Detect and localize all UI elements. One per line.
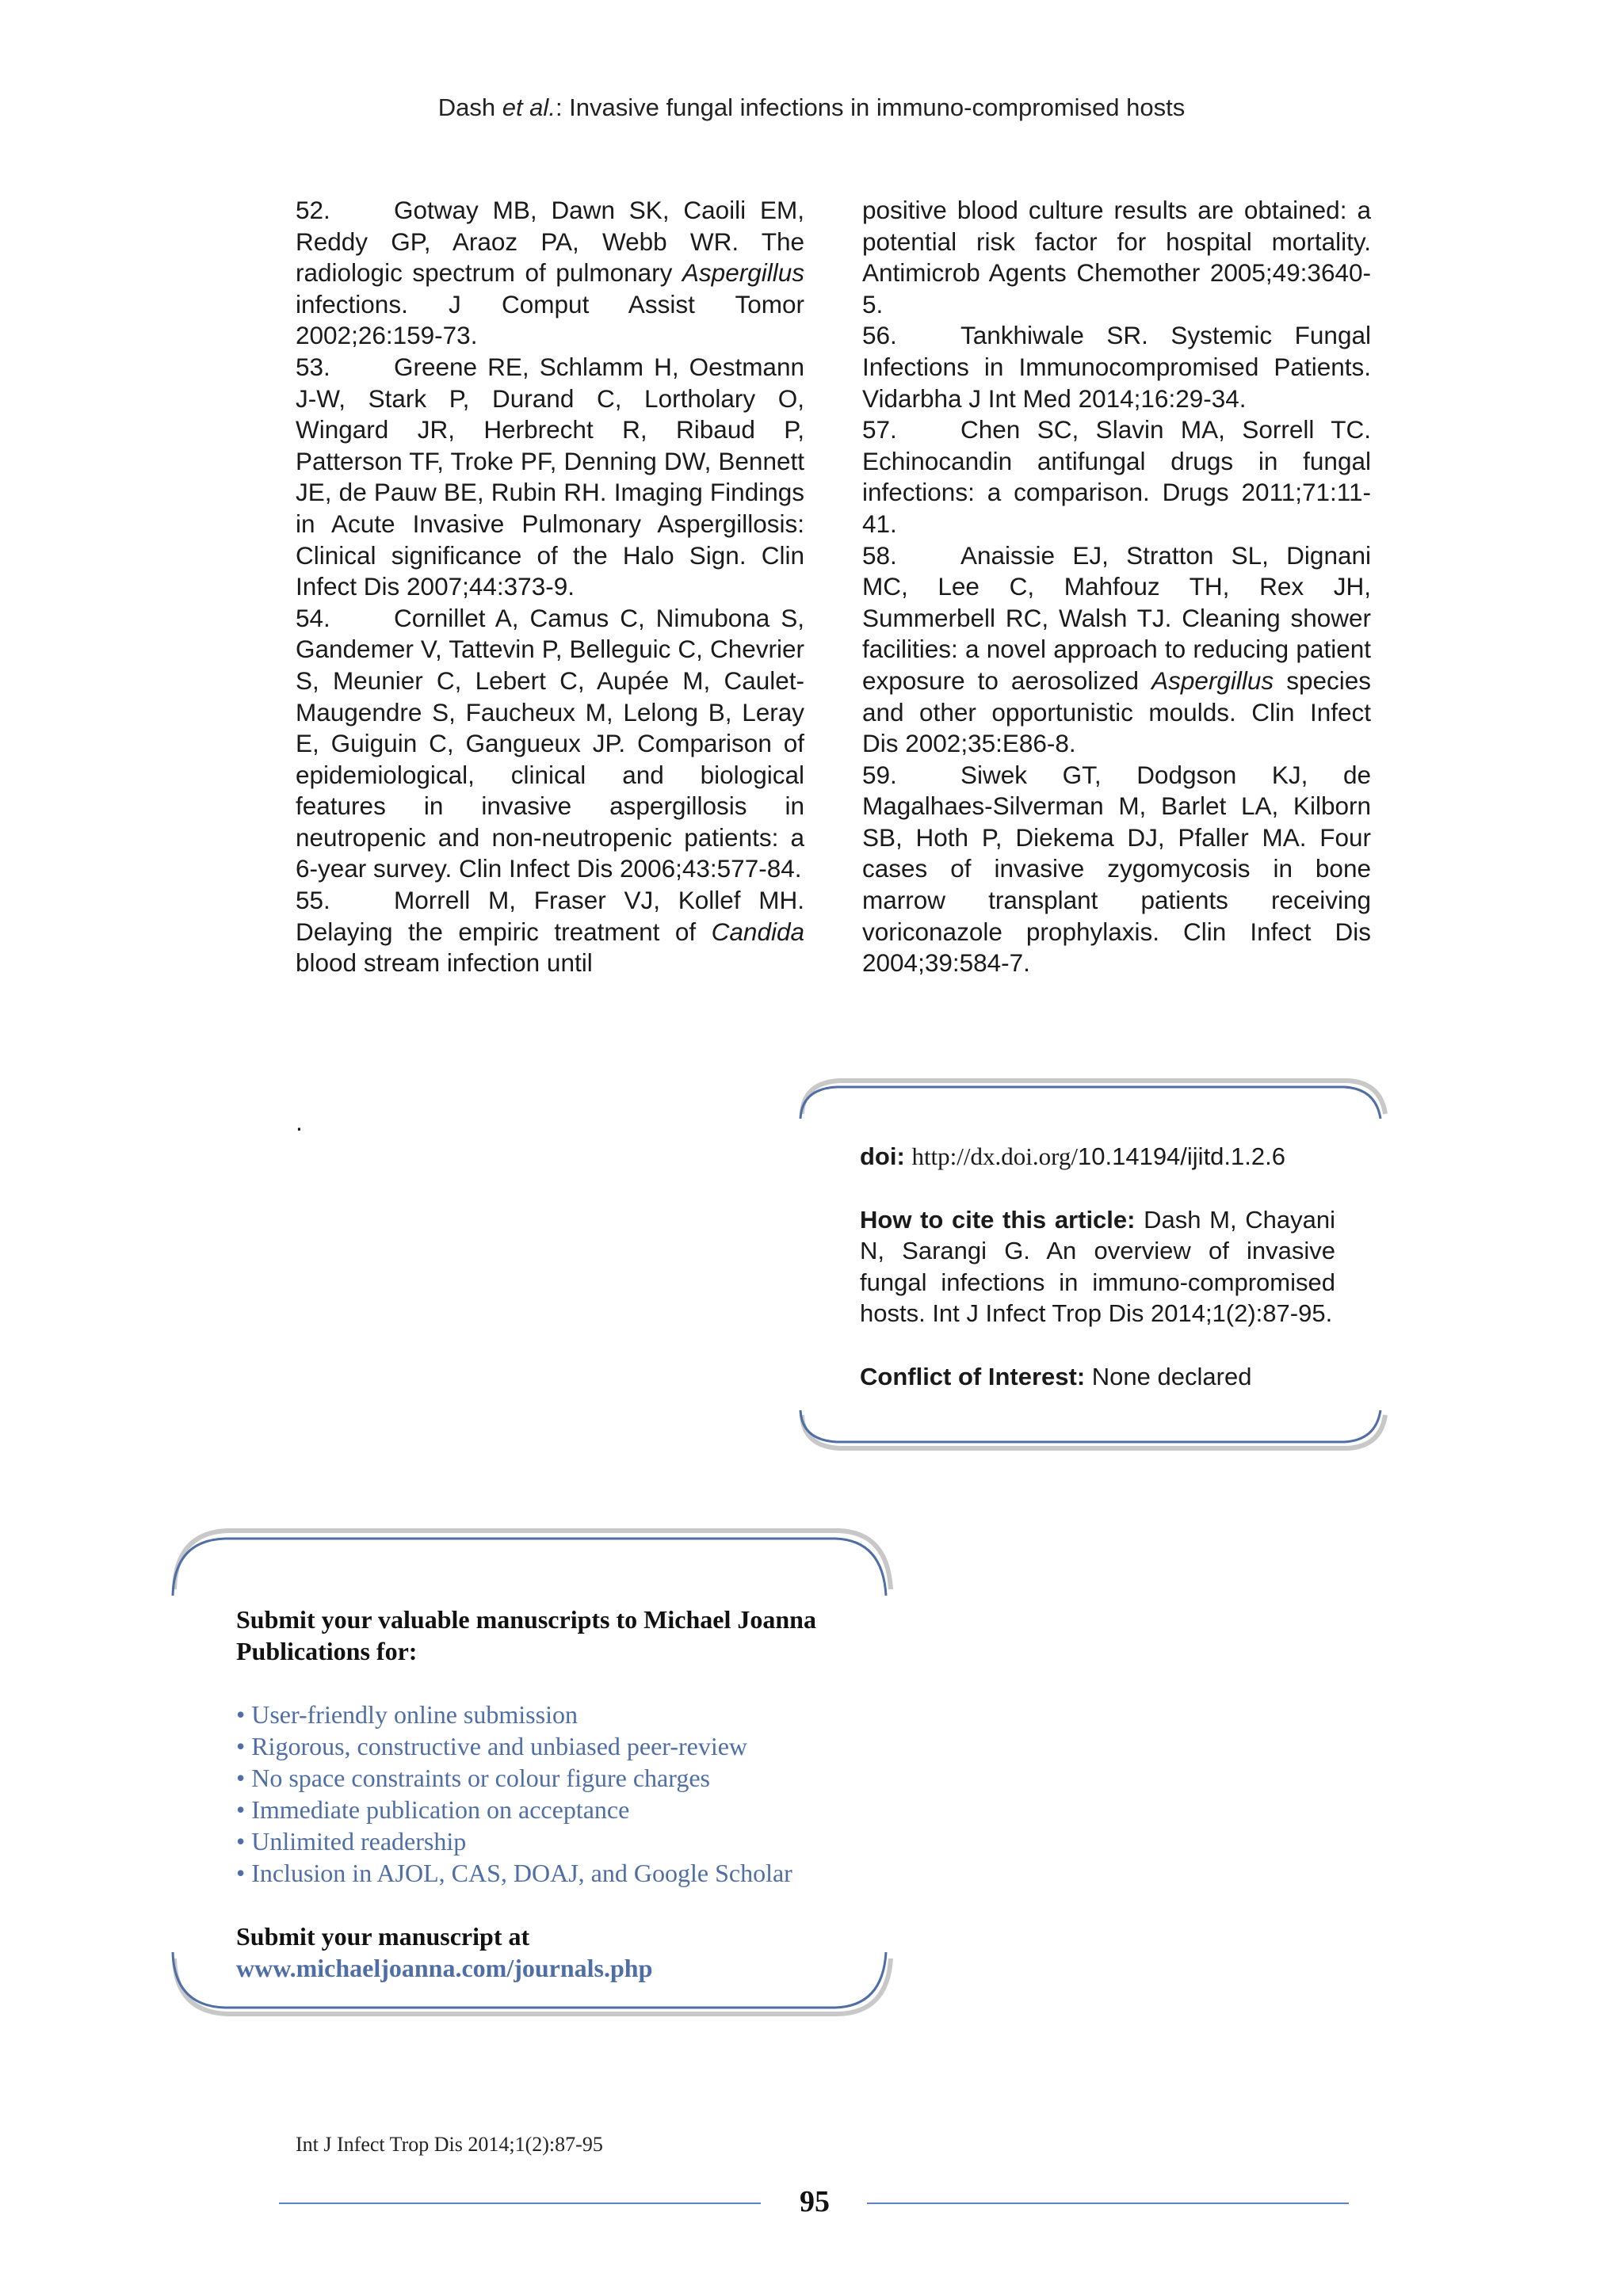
promo-heading: Submit your valuable manuscripts to Michael Joanna Publications for: [236, 1605, 816, 1665]
doi-line [860, 1141, 1335, 1173]
reference-text: Greene RE, Schlamm H, Oestmann J-W, Stark P, Durand C, Lortholary O, Wingard JR, Herbrecht R, Ribaud P, Patterson TF, Troke PF, Denning DW, Bennett JE, de Pauw BE, Rubin RH. Imaging Findings in Acute Invasive Pulmonary Aspergillosis: Clinical significance of the Halo Sign. Clin Infect Dis 2007;44:373-9. [296, 352, 804, 601]
stray-period: . [296, 1108, 303, 1136]
reference-italic-term: Aspergillus [1151, 666, 1274, 695]
reference-number: 53. [296, 352, 330, 381]
reference-text: species and other opportunistic moulds. Clin Infect Dis 2002;35:E86-8. [862, 666, 1371, 758]
reference-number: 55. [296, 886, 330, 915]
reference-entry [862, 320, 1371, 414]
reference-text: Siwek GT, Dodgson KJ, de Magalhaes-Silverman M, Barlet LA, Kilborn SB, Hoth P, Diekema DJ, Pfaller MA. Four cases of invasive zygomycosis in bone marrow transplant patients receiving voriconazole prophylaxis. Clin Infect Dis 2004;39:584-7. [862, 760, 1371, 978]
reference-number: 59. [862, 760, 897, 789]
promo-bullet-item: • Rigorous, constructive and unbiased peer-review [236, 1732, 748, 1760]
promo-bullet-item: • Inclusion in AJOL, CAS, DOAJ, and Google Scholar [236, 1859, 792, 1887]
reference-entry [862, 760, 1371, 979]
reference-entry [296, 885, 804, 979]
promo-bullet-item: • User-friendly online submission [236, 1700, 578, 1729]
reference-number: 58. [862, 540, 897, 570]
reference-text: blood stream infection until [296, 948, 593, 978]
conflict-text: None declared [1091, 1362, 1252, 1390]
citation-line [860, 1204, 1335, 1329]
footer-citation: Int J Infect Trop Dis 2014;1(2):87-95 [296, 2133, 603, 2156]
promo-bullet-item: • No space constraints or colour figure charges [236, 1764, 710, 1792]
reference-text: infections. J Comput Assist Tomor 2002;26:159-73. [296, 289, 804, 350]
doi-value[interactable]: 10.14194/ijitd.1.2.6 [1078, 1142, 1285, 1170]
reference-entry [862, 540, 1371, 760]
references-column-right [862, 195, 1371, 979]
submission-url-link[interactable]: www.michaeljoanna.com/journals.php [236, 1954, 653, 1982]
reference-text: Chen SC, Slavin MA, Sorrell TC. Echinocandin antifungal drugs in fungal infections: a comparison. Drugs 2011;71:11-41. [862, 415, 1371, 538]
submit-at-label: Submit your manuscript at [236, 1922, 530, 1951]
reference-number: 57. [862, 415, 897, 444]
reference-entry [862, 195, 1371, 320]
footer-rule-right [867, 2203, 1349, 2204]
running-head-et-al: et al. [502, 93, 556, 121]
reference-entry [296, 352, 804, 603]
cite-text: Dash M, Chayani N, Sarangi G. An overview of invasive fungal infections in immuno-compromised hosts. Int J Infect Trop Dis 2014;1(2):87-95. [860, 1205, 1335, 1327]
doi-label: doi: [860, 1142, 905, 1170]
reference-italic-term: Aspergillus [682, 258, 804, 288]
running-head [0, 93, 1623, 122]
cite-label: How to cite this article: [860, 1205, 1136, 1234]
page-number: 95 [800, 2185, 830, 2218]
reference-text: positive blood culture results are obtained: a potential risk factor for hospital mortality. Antimicrob Agents Chemother 2005;49:3640-5. [862, 196, 1371, 318]
promo-bullet-item: • Unlimited readership [236, 1827, 467, 1855]
reference-entry [862, 414, 1371, 540]
running-head-title: : Invasive fungal infections in immuno-compromised hosts [555, 93, 1186, 121]
reference-number: 56. [862, 321, 897, 350]
running-head-authors: Dash [437, 93, 502, 121]
reference-text: Morrell M, Fraser VJ, Kollef MH. Delaying the empiric treatment of [296, 886, 804, 946]
reference-text: Anaissie EJ, Stratton SL, Dignani MC, Lee C, Mahfouz TH, Rex JH, Summerbell RC, Walsh TJ. Cleaning shower facilities: a novel approach to reducing patient exposure to aerosolized [862, 540, 1371, 695]
reference-entry [296, 195, 804, 352]
reference-italic-term: Candida [711, 917, 804, 946]
references-column-left [296, 195, 804, 979]
submission-promo-box [165, 1518, 902, 2025]
reference-text: Gotway MB, Dawn SK, Caoili EM, Reddy GP, Araoz PA, Webb WR. The radiologic spectrum of pulmonary [296, 196, 804, 288]
doi-prefix[interactable]: http://dx.doi.org/ [911, 1142, 1078, 1170]
reference-number: 54. [296, 603, 330, 632]
reference-entry [296, 603, 804, 885]
reference-text: Tankhiwale SR. Systemic Fungal Infections in Immunocompromised Patients. Vidarbha J Int Med 2014;16:29-34. [862, 321, 1371, 413]
conflict-line [860, 1361, 1335, 1393]
article-info-box [792, 1066, 1401, 1472]
conflict-label: Conflict of Interest: [860, 1362, 1086, 1390]
promo-bullet-item: • Immediate publication on acceptance [236, 1795, 630, 1824]
reference-text: Cornillet A, Camus C, Nimubona S, Gandemer V, Tattevin P, Belleguic C, Chevrier S, Meunier C, Lebert C, Aupée M, Caulet-Maugendre S, Faucheux M, Lelong B, Leray E, Guiguin C, Gangueux JP. Comparison of epidemiological, clinical and biological features in invasive aspergillosis in neutropenic and non-neutropenic patients: a 6-year survey. Clin Infect Dis 2006;43:577-84. [296, 603, 804, 883]
reference-number: 52. [296, 196, 330, 224]
footer-rule-left [279, 2203, 761, 2204]
promo-bullet-list [236, 1699, 870, 1889]
